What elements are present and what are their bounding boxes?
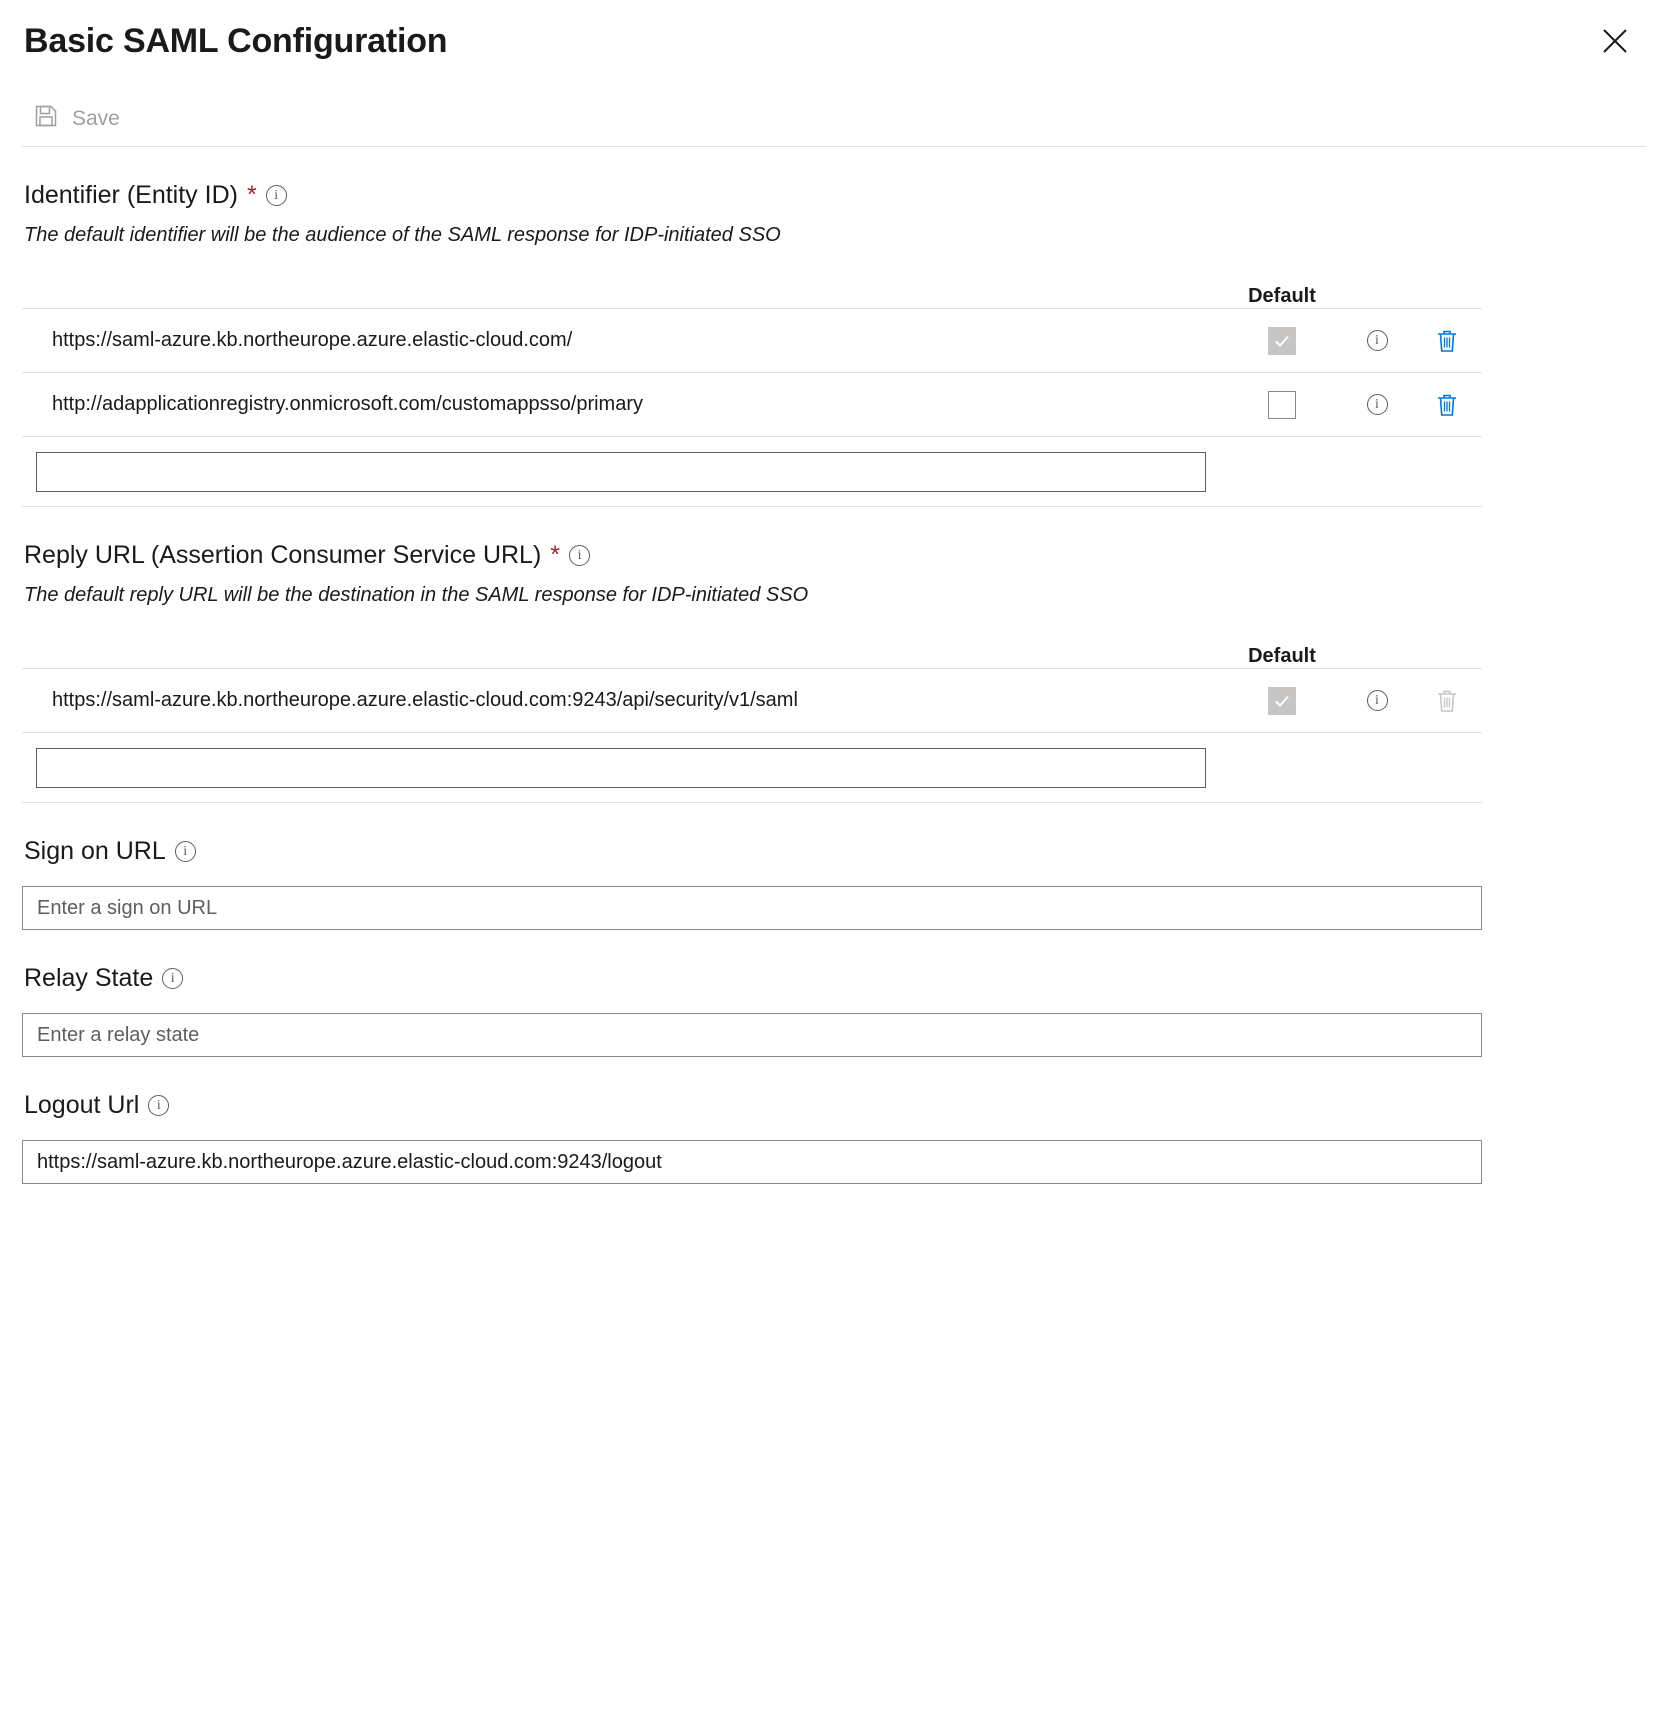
identifier-required-marker: * [246,181,257,209]
logout-url-section [22,1057,1646,1184]
identifier-default-cell [1222,327,1342,355]
table-row [22,309,1482,373]
sign-on-url-section [22,803,1646,930]
reply-url-default-cell [1222,687,1342,715]
panel-header [22,0,1646,61]
table-row [22,669,1482,733]
reply-url-row-delete-cell [1412,689,1482,713]
command-bar [22,91,1646,147]
info-icon[interactable]: i [175,841,196,862]
sign-on-url-input[interactable] [22,886,1482,930]
save-icon [34,104,58,133]
default-checkbox[interactable] [1268,391,1296,419]
reply-url-section [22,507,1646,803]
identifier-row-info-cell [1342,330,1412,351]
identifier-default-column-header: Default [1248,285,1316,307]
relay-state-input[interactable] [22,1013,1482,1057]
delete-icon[interactable] [1436,329,1458,353]
reply-url-new-row [22,733,1482,803]
reply-url-default-column-header: Default [1248,645,1316,667]
info-icon[interactable]: i [266,185,287,206]
identifier-row-delete-cell [1412,329,1482,353]
identifier-row-info-cell [1342,394,1412,415]
table-row [22,373,1482,437]
identifier-new-input[interactable] [36,452,1206,492]
reply-url-required-marker: * [550,541,561,569]
info-icon[interactable]: i [1367,690,1388,711]
identifier-row-delete-cell [1412,393,1482,417]
identifier-new-row [22,437,1482,507]
reply-url-label-text: Reply URL (Assertion Consumer Service URL) [24,541,542,569]
default-checkbox[interactable] [1268,687,1296,715]
identifier-section [22,147,1646,507]
reply-url-row-value: https://saml-azure.kb.northeurope.azure.elastic-cloud.com:9243/api/security/v1/saml [52,689,798,711]
relay-state-label [22,964,1646,993]
identifier-url-table [22,269,1482,507]
identifier-row-value: http://adapplicationregistry.onmicrosoft.com/customappsso/primary [52,393,643,415]
save-button-label: Save [72,106,120,130]
reply-url-table [22,629,1482,803]
info-icon[interactable]: i [569,545,590,566]
reply-url-new-input[interactable] [36,748,1206,788]
logout-url-input[interactable] [22,1140,1482,1184]
identifier-row-value: https://saml-azure.kb.northeurope.azure.elastic-cloud.com/ [52,329,573,351]
identifier-description: The default identifier will be the audience of the SAML response for IDP-initiated SSO [24,224,781,246]
reply-url-label [22,541,1646,570]
sign-on-url-label [22,837,1646,866]
identifier-label [22,181,1646,210]
reply-url-table-header [22,629,1482,669]
relay-state-section [22,930,1646,1057]
identifier-table-header [22,269,1482,309]
identifier-label-text: Identifier (Entity ID) [24,181,238,209]
close-icon[interactable] [1594,20,1636,62]
logout-url-label [22,1091,1646,1120]
info-icon[interactable]: i [1367,330,1388,351]
identifier-default-cell [1222,391,1342,419]
save-button[interactable] [24,97,130,141]
info-icon[interactable]: i [1367,394,1388,415]
reply-url-description: The default reply URL will be the destination in the SAML response for IDP-initiated SSO [24,584,809,606]
info-icon[interactable]: i [148,1095,169,1116]
info-icon[interactable]: i [162,968,183,989]
reply-url-row-info-cell [1342,690,1412,711]
relay-state-label-text: Relay State [24,964,154,992]
logout-url-label-text: Logout Url [24,1091,140,1119]
sign-on-url-label-text: Sign on URL [24,837,166,865]
page-title: Basic SAML Configuration [24,22,448,60]
delete-icon [1436,689,1458,713]
default-checkbox[interactable] [1268,327,1296,355]
delete-icon[interactable] [1436,393,1458,417]
